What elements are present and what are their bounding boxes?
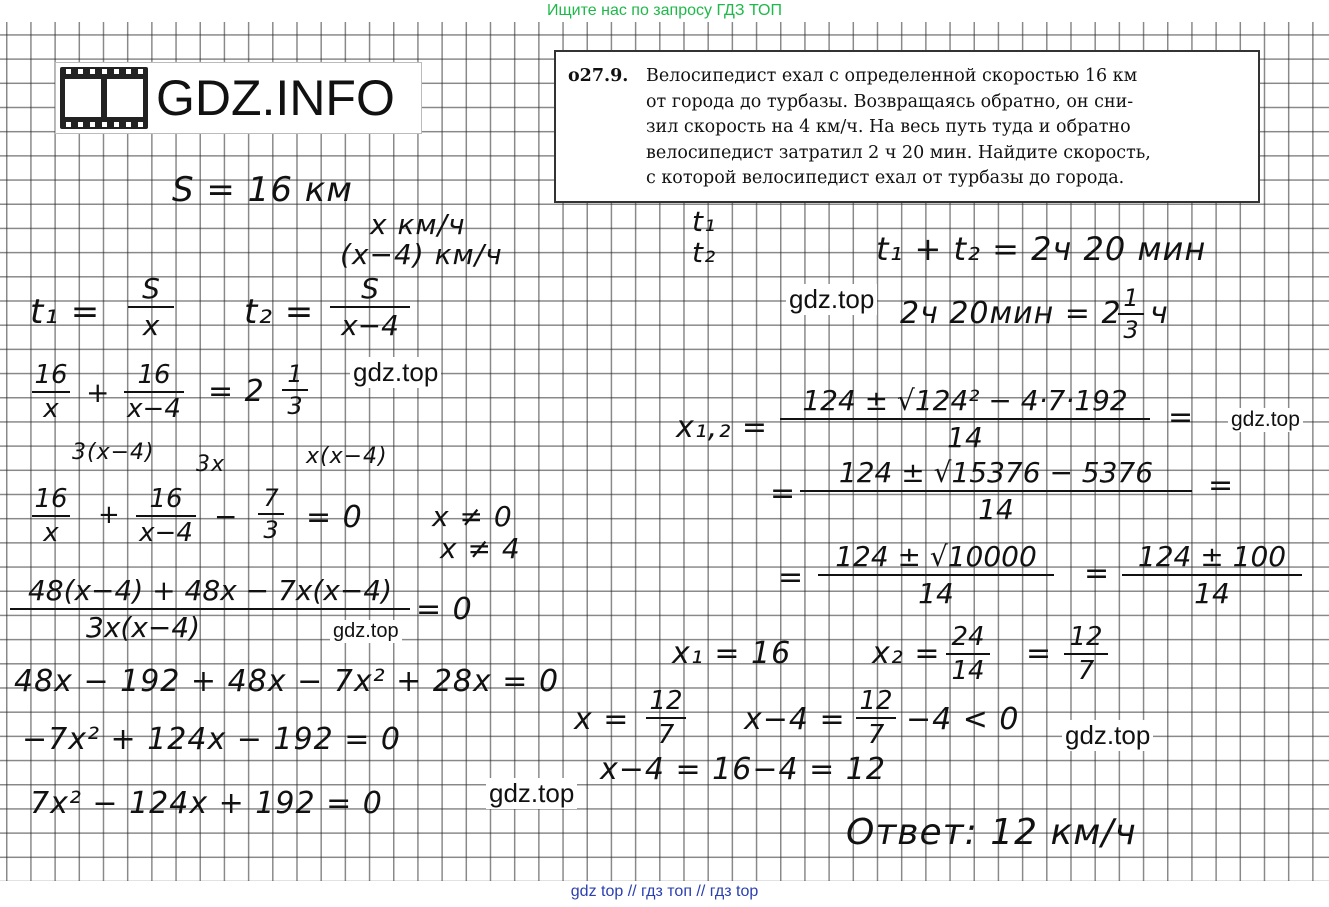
fraction-denominator: 7 (867, 720, 885, 750)
equals-sign: = (1168, 400, 1195, 435)
bottom-banner: gdz top // гдз топ // гдз top (0, 881, 1329, 907)
equation5-quadratic: −7x² + 124x − 192 = 0 (22, 722, 401, 757)
problem-number: o27.9. (568, 66, 629, 86)
fraction-denominator: 3 (263, 516, 279, 544)
time-label-2: t₂ (692, 236, 717, 269)
watermark: gdz.top (486, 778, 577, 809)
fraction-numerator: 12 (859, 686, 893, 716)
time-conversion-text: 2ч 20мин = 2 (900, 296, 1122, 331)
time-label-1: t₁ (692, 205, 717, 238)
fraction-numerator: S (142, 272, 160, 305)
check-x-minus-4-tail: −4 < 0 (906, 702, 1020, 737)
fraction-numerator: 12 (1069, 622, 1103, 652)
equals-sign: = (1084, 556, 1111, 591)
fraction-denominator: x−4 (139, 518, 193, 548)
t2-fraction (330, 272, 410, 342)
problem-line-2: от города до турбазы. Возвращаясь обратно, он сни- (646, 91, 1134, 112)
fraction-numerator: 12 (649, 686, 683, 716)
watermark: gdz.top (1062, 720, 1153, 751)
site-logo[interactable] (55, 62, 422, 134)
problem-line-3: зил скорость на 4 км/ч. На весь путь туда и обратно (646, 117, 1131, 137)
problem-line-5: с которой велосипедист ехал от турбазы до города. (646, 168, 1125, 188)
top-banner: Ищите нас по запросу ГДЗ ТОП (0, 0, 1329, 22)
fraction-denominator: 14 (951, 656, 985, 686)
equation6-quadratic: 7x² − 124x + 192 = 0 (30, 786, 383, 821)
film-strip-icon (60, 67, 148, 129)
distance-given: S = 16 км (172, 170, 353, 210)
multiplier-c: x(x−4) (306, 444, 388, 469)
problem-statement (554, 50, 1260, 203)
fraction-numerator: 16 (34, 360, 68, 390)
fraction-denominator: 3x(x−4) (86, 611, 201, 644)
equation1-equals: = 2 (208, 374, 265, 409)
check-speed-back: x−4 = 16−4 = 12 (600, 752, 886, 787)
time-conversion-fraction (1118, 284, 1144, 344)
fraction-numerator: 48(x−4) + 48x − 7x(x−4) (27, 574, 393, 607)
equation3-fraction (10, 574, 410, 644)
multiplier-a: 3(x−4) (72, 440, 155, 465)
fraction-denominator: 14 (947, 421, 983, 454)
fraction-denominator: x (43, 394, 59, 424)
fraction-denominator: x (43, 518, 59, 548)
equation2-plus: + (98, 500, 121, 530)
fraction-numerator: 24 (951, 622, 985, 652)
fraction-numerator: 124 ± √124² − 4·7·192 (802, 384, 1128, 417)
equation2-minus: − (214, 500, 239, 533)
fraction-numerator: 1 (287, 360, 303, 388)
fraction-numerator: 124 ± 100 (1137, 540, 1287, 573)
speed-to-base: x км/ч (370, 208, 466, 241)
fraction-denominator: 14 (1194, 577, 1230, 610)
t2-definition: t₂ = (244, 292, 315, 332)
fraction-denominator: 14 (918, 577, 954, 610)
fraction-numerator: 124 ± √15376 − 5376 (838, 456, 1154, 489)
roots-formula-step-4 (1122, 540, 1302, 610)
equation3-tail: = 0 (416, 592, 473, 627)
t1-definition: t₁ = (30, 292, 101, 332)
equation2-term-c (258, 484, 284, 544)
equation1-term-b (124, 360, 184, 424)
equation4-expanded: 48x − 192 + 48x − 7x² + 28x = 0 (14, 664, 560, 699)
fraction-denominator: x (142, 309, 160, 342)
watermark: gdz.top (350, 357, 441, 388)
domain-condition-1: x ≠ 0 (432, 500, 513, 533)
roots-formula-step-2 (800, 456, 1192, 526)
root-2-fraction-b (1064, 622, 1108, 686)
equation2-tail: = 0 (306, 500, 363, 535)
root-2-lhs: x₂ = (872, 636, 941, 671)
fraction-denominator: 3 (287, 392, 303, 420)
problem-line-1: Велосипедист ехал с определенной скоростью 16 км (646, 66, 1138, 86)
roots-lhs: x₁,₂ = (676, 410, 769, 445)
equation1-plus: + (86, 376, 111, 409)
fraction-denominator: 7 (657, 720, 675, 750)
fraction-denominator: 7 (1077, 656, 1095, 686)
equals-sign: = (1208, 468, 1235, 503)
domain-condition-2: x ≠ 4 (440, 532, 521, 565)
equals-sign: = (778, 560, 805, 595)
equation2-term-a (32, 484, 70, 548)
multiplier-b: 3x (196, 452, 226, 477)
equals-sign: = (770, 476, 797, 511)
check-x-minus-4-fraction (856, 686, 896, 750)
fraction-numerator: 7 (263, 484, 279, 512)
fraction-numerator: 16 (137, 360, 171, 390)
fraction-numerator: 16 (149, 484, 183, 514)
equation1-term-a (32, 360, 70, 424)
equation1-term-c (282, 360, 308, 420)
fraction-denominator: x−4 (341, 309, 399, 342)
equals-sign: = (1026, 636, 1053, 671)
fraction-numerator: 124 ± √10000 (835, 540, 1037, 573)
root-2-fraction-a (946, 622, 990, 686)
answer: Ответ: 12 км/ч (846, 812, 1137, 853)
roots-formula-step-1 (780, 384, 1150, 454)
roots-formula-step-3 (818, 540, 1054, 610)
root-1: x₁ = 16 (672, 636, 792, 671)
t1-fraction (128, 272, 174, 342)
watermark: gdz.top (330, 620, 402, 643)
fraction-numerator: S (361, 272, 379, 305)
fraction-numerator: 1 (1123, 284, 1139, 312)
fraction-denominator: 14 (978, 493, 1014, 526)
check-x-fraction (646, 686, 686, 750)
watermark: gdz.top (786, 284, 877, 315)
problem-line-4: велосипедист затратил 2 ч 20 мин. Найдите скорость, (646, 142, 1151, 163)
check-x-lhs: x = (574, 702, 630, 737)
time-conversion (900, 296, 1122, 331)
fraction-denominator: x−4 (127, 394, 181, 424)
logo-text: GDZ.INFO (156, 70, 395, 126)
time-conversion-unit: ч (1150, 296, 1169, 331)
equation2-term-b (136, 484, 196, 548)
time-sum-equation: t₁ + t₂ = 2ч 20 мин (876, 230, 1207, 268)
fraction-denominator: 3 (1123, 316, 1139, 344)
speed-back: (x−4) км/ч (340, 238, 503, 271)
fraction-numerator: 16 (34, 484, 68, 514)
watermark: gdz.top (1228, 408, 1303, 432)
check-x-minus-4-lhs: x−4 = (744, 702, 846, 737)
